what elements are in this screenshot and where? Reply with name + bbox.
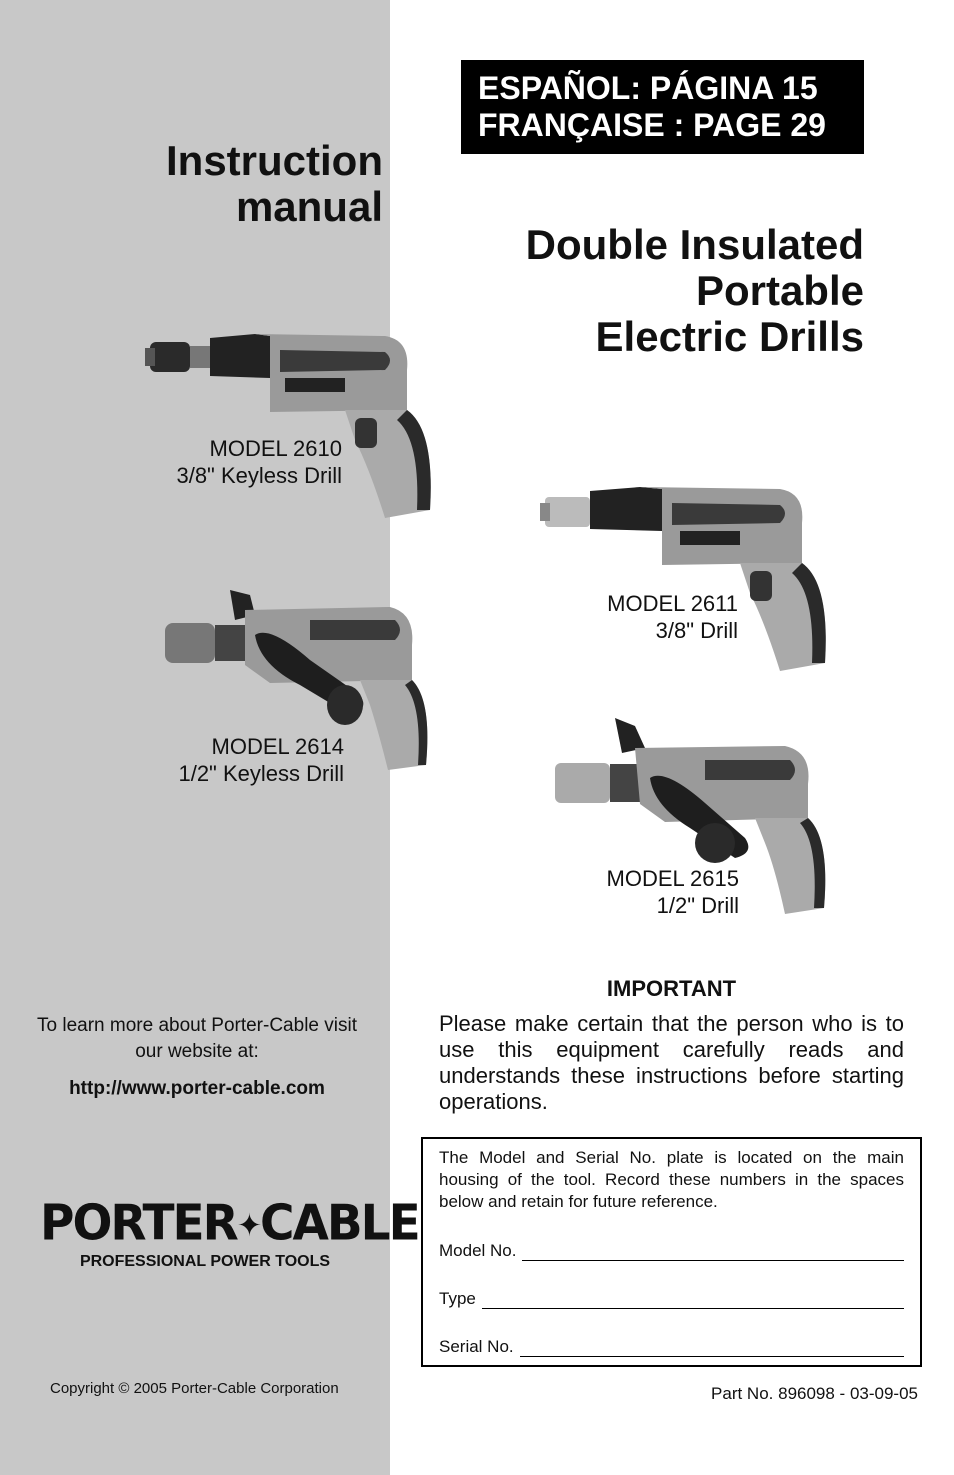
product-title-line-3: Electric Drills <box>595 313 864 360</box>
model-2615-label <box>607 865 739 919</box>
french-page-reference: FRANÇAISE : PAGE 29 <box>478 107 826 143</box>
model-number: MODEL 2610 <box>209 436 342 461</box>
model-2610-label <box>176 435 342 489</box>
serial-number-line <box>520 1340 904 1357</box>
model-number-line <box>522 1244 904 1261</box>
important-text: Please make certain that the person who is to use this equipment carefully reads and understands these instructions before starting operations. <box>439 1011 904 1114</box>
type-label: Type <box>439 1289 476 1308</box>
logo-wordmark <box>40 1194 419 1254</box>
important-heading: IMPORTANT <box>606 976 737 1001</box>
manual-title-line-1: Instruction <box>166 137 383 184</box>
model-description: 1/2" Drill <box>656 893 739 918</box>
model-number-label: Model No. <box>439 1241 517 1260</box>
website-intro: To learn more about Porter-Cable visit our website at: <box>37 1015 357 1062</box>
diamond-icon: ✦ <box>236 1207 260 1245</box>
record-instructions: The Model and Serial No. plate is located on the main housing of the tool. Record these numbers in the spaces below and retain for future reference. <box>439 1148 904 1211</box>
manual-title <box>166 138 383 230</box>
logo-brand-right: CABLE <box>259 1194 419 1253</box>
drill-2610-image <box>145 330 435 525</box>
serial-number-label: Serial No. <box>439 1337 514 1356</box>
copyright-notice: Copyright © 2005 Porter-Cable Corporation <box>50 1380 339 1397</box>
product-title-line-2: Portable <box>695 267 864 314</box>
language-notice-box <box>461 60 864 154</box>
logo-brand-left: PORTER <box>40 1194 237 1253</box>
model-2614-label <box>178 733 344 787</box>
model-description: 3/8" Drill <box>655 618 738 643</box>
model-number-field[interactable] <box>439 1239 904 1261</box>
part-number: Part No. 896098 - 03-09-05 <box>711 1384 918 1403</box>
drill-2611-image <box>540 483 830 678</box>
product-title-line-1: Double Insulated <box>525 221 864 268</box>
website-link[interactable]: http://www.porter-cable.com <box>69 1078 325 1099</box>
porter-cable-logo <box>40 1194 419 1271</box>
model-number: MODEL 2615 <box>606 866 739 891</box>
model-number: MODEL 2614 <box>211 734 344 759</box>
type-field[interactable] <box>439 1287 904 1309</box>
serial-number-field[interactable] <box>439 1335 904 1357</box>
model-number: MODEL 2611 <box>607 591 738 616</box>
spanish-page-reference: ESPAÑOL: PÁGINA 15 <box>478 70 818 106</box>
product-title <box>526 222 864 360</box>
model-description: 1/2" Keyless Drill <box>178 761 344 786</box>
logo-tagline: PROFESSIONAL POWER TOOLS <box>79 1252 331 1270</box>
type-line <box>482 1292 904 1309</box>
model-description: 3/8" Keyless Drill <box>176 463 342 488</box>
serial-record-box <box>421 1137 922 1367</box>
model-2611-label <box>607 590 738 644</box>
manual-title-line-2: manual <box>235 183 383 230</box>
